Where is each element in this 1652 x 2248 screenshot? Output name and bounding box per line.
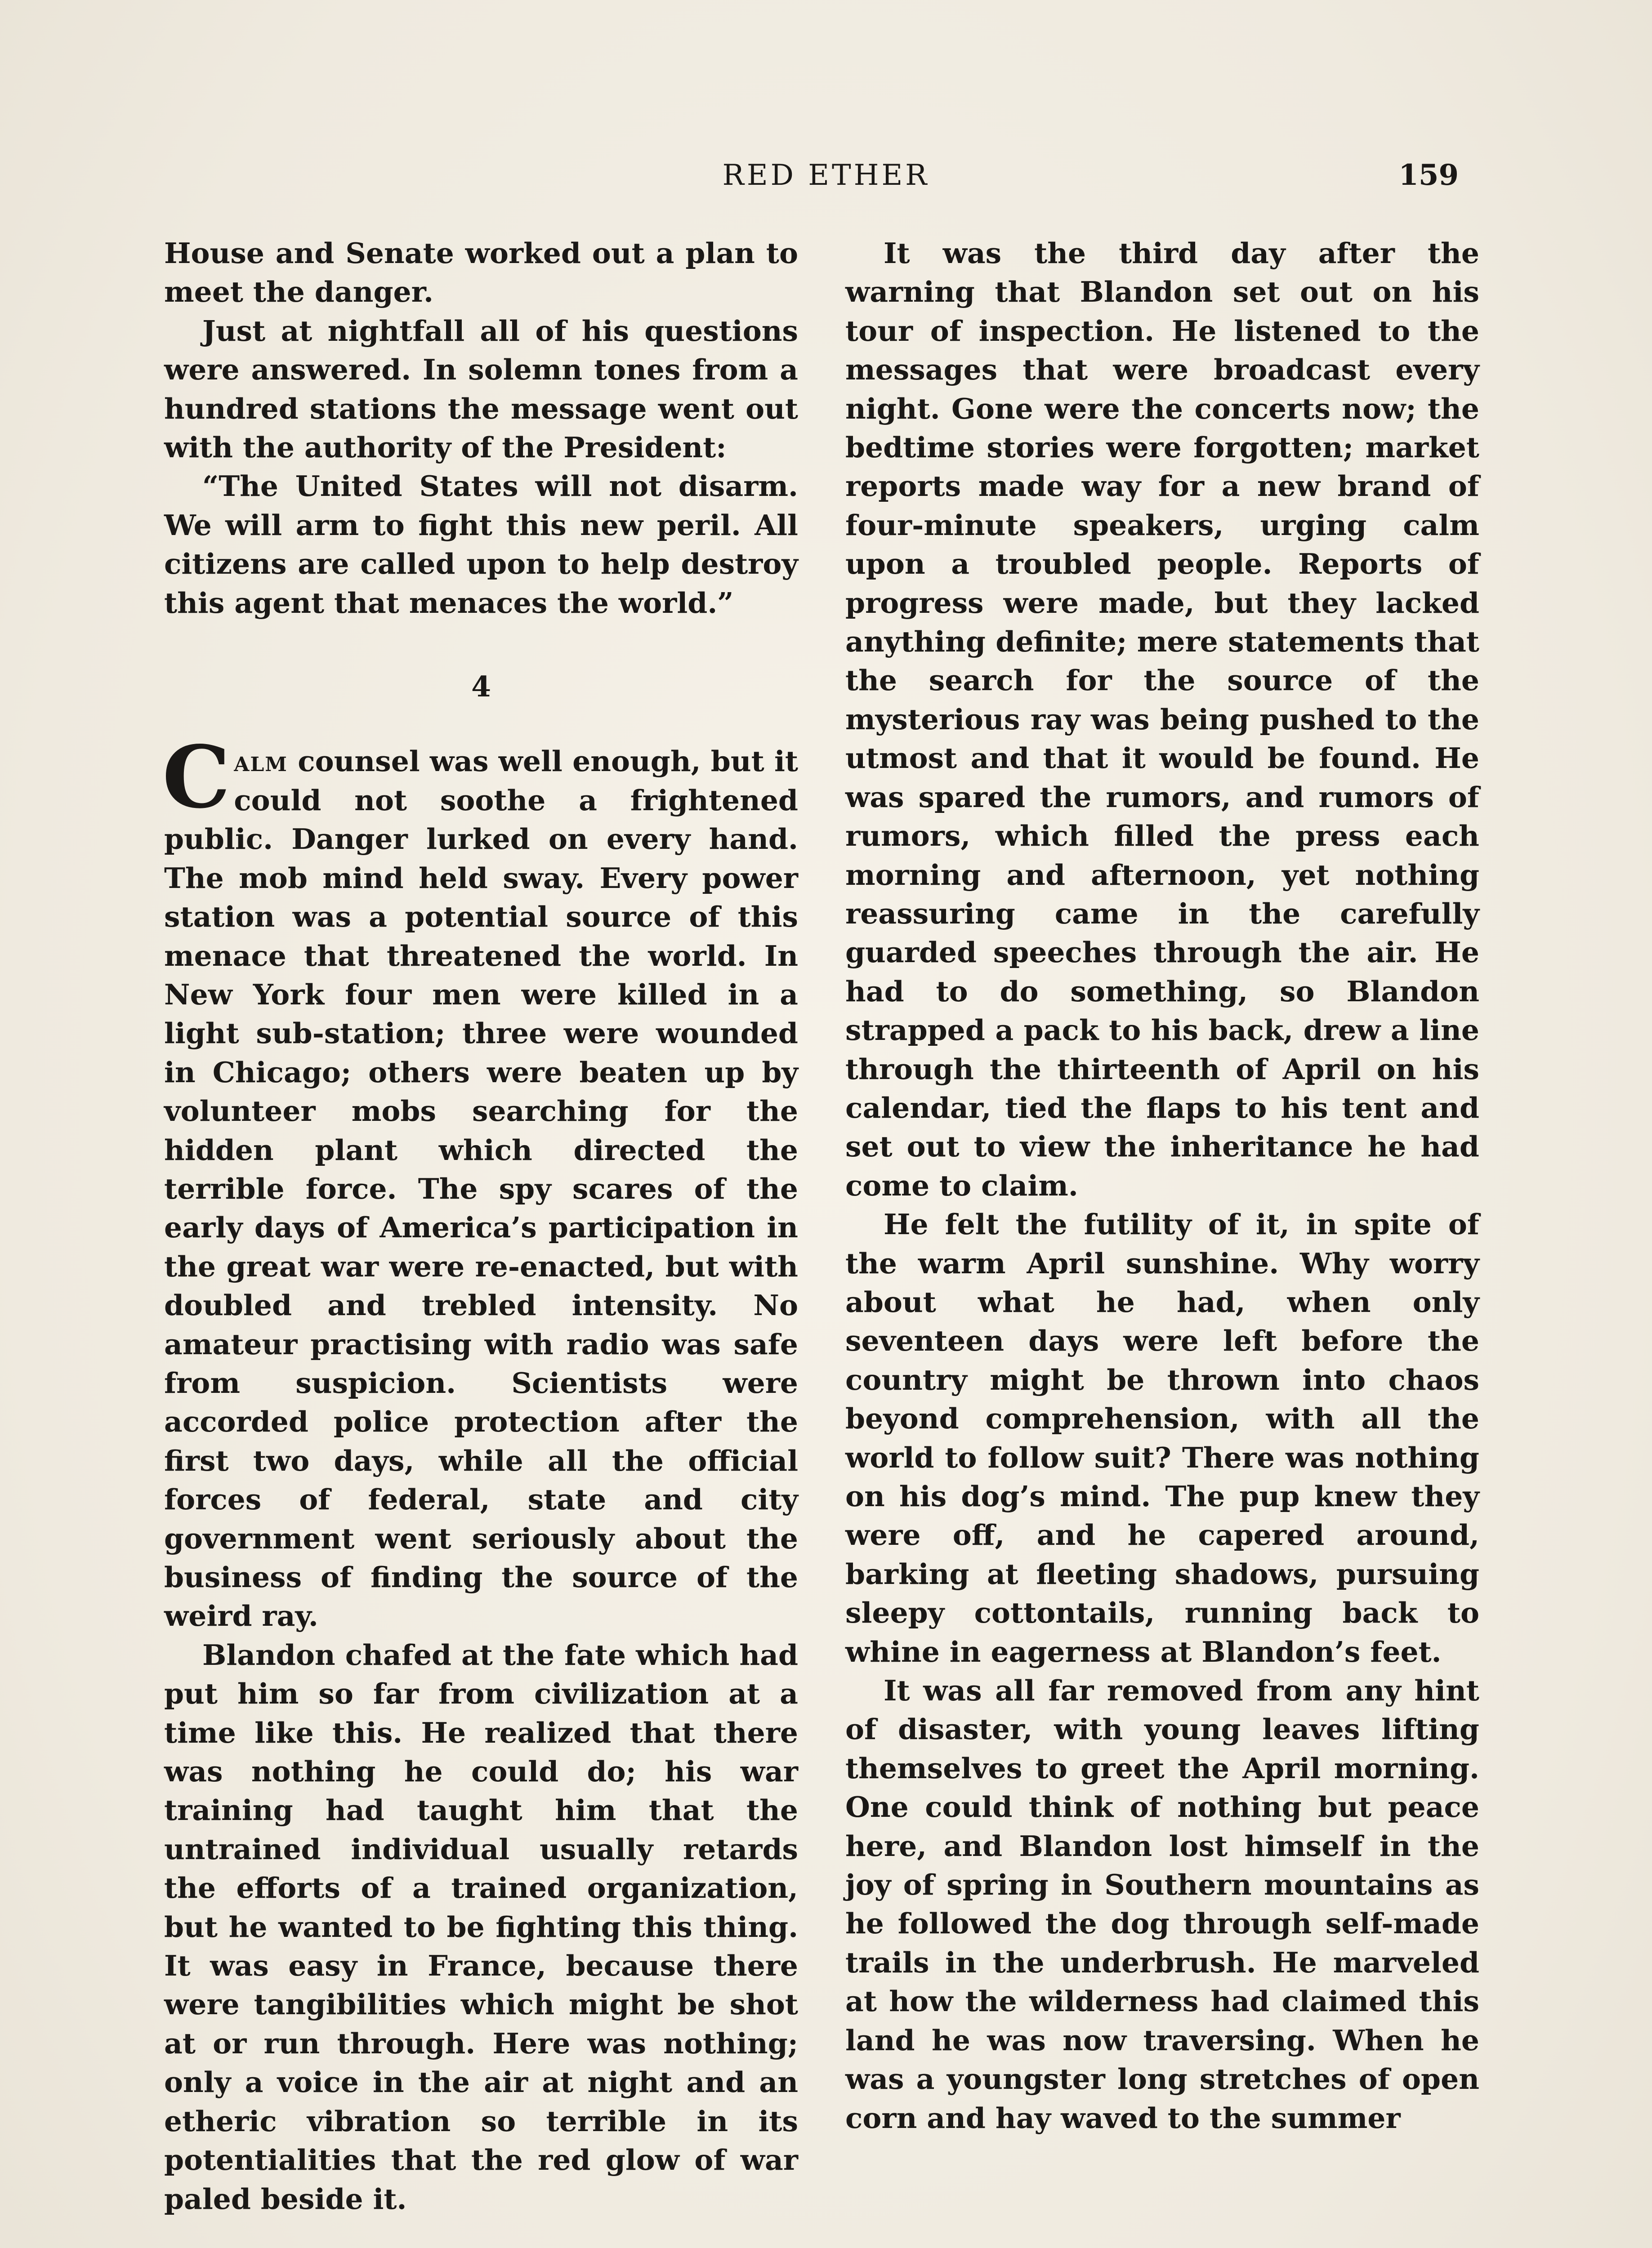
running-title: RED ETHER [722,159,930,192]
paragraph-text: counsel was well enough, but it could not soothe a frightened public. Danger lurked on every hand. The mob mind held sway. Every power station was a potential source of this menace that threatened the world. In New York four men were killed in a light sub-station; three were wounded in Chicago; others were beaten up by volunteer mobs searching for the hidden plant which directed the terrible force. The spy scares of the early days of America’s participation in the great war were re-enacted, but with doubled and trebled intensity. No amateur practising with radio was safe from suspicion. Scientists were accorded police protection after the first two days, while all the official forces of federal, state and city government went seriously about the business of finding the source of the weird ray. [164,745,798,1633]
paragraph-with-dropcap [162,727,798,1635]
right-column [845,234,1479,2137]
paragraph: It was the third day after the warning that Blandon set out on his tour of inspection. He listened to the messages that were broadcast every night. Gone were the concerts now; the bedtime stories were forgotten; market reports made way for a new brand of four-minute speakers, urging calm upon a troubled people. Reports of progress were made, but they lacked anything definite; mere statements that the search for the source of the mysterious ray was being pushed to the utmost and that it would be found. He was spared the rumors, and rumors of rumors, which filled the press each morning and afternoon, yet nothing reassuring came in the carefully guarded speeches through the air. He had to do something, so Blandon strapped a pack to his back, drew a line through the thirteenth of April on his calendar, tied the flaps to his tent and set out to view the inheritance he had come to claim. [845,236,1479,1202]
paragraph: Blandon chafed at the fate which had put him so far from civilization at a time like this. He realized that there was nothing he could do; his war training had taught him that the untrained individual usually retards the efforts of a trained organization, but he wanted to be fighting this thing. It was easy in France, because there were tangibilities which might be shot at or run through. Here was nothing; only a voice in the air at night and an etheric vibration so terrible in its potentialities that the red glow of war paled beside it. [164,1638,798,2216]
paragraph: “The United States will not disarm. We will arm to fight this new peril. All citizens are called upon to help destroy this agent that menaces the world.” [164,469,798,620]
small-caps-lead: alm [234,745,288,778]
left-column [164,234,798,2218]
paragraph: It was all far removed from any hint of disaster, with young leaves lifting themselves to greet the April morning. One could think of nothing but peace here, and Blandon lost himself in the joy of spring in Southern mountains as he followed the dog through self-made trails in the underbrush. He marveled at how the wilderness had claimed this land he was now traversing. When he was a youngster long stretches of open corn and hay waved to the summer [845,1674,1479,2135]
drop-cap: C [162,727,231,828]
paragraph: He felt the futility of it, in spite of the warm April sunshine. Why worry about what he had, when only seventeen days were left before the country might be thrown into chaos beyond comprehension, with all the world to follow suit? There was nothing on his dog’s mind. The pup knew they were off, and he capered around, barking at fleeting shadows, pursuing sleepy cottontails, running back to whine in eagerness at Blandon’s feet. [845,1208,1479,1668]
paragraph: House and Senate worked out a plan to meet the danger. [164,236,798,309]
running-header [0,148,1652,202]
section-number: 4 [471,670,491,704]
page-number: 159 [1398,158,1459,192]
paragraph: Just at nightfall all of his questions were answered. In solemn tones from a hundred stations the message went out with the authority of the President: [164,314,798,464]
